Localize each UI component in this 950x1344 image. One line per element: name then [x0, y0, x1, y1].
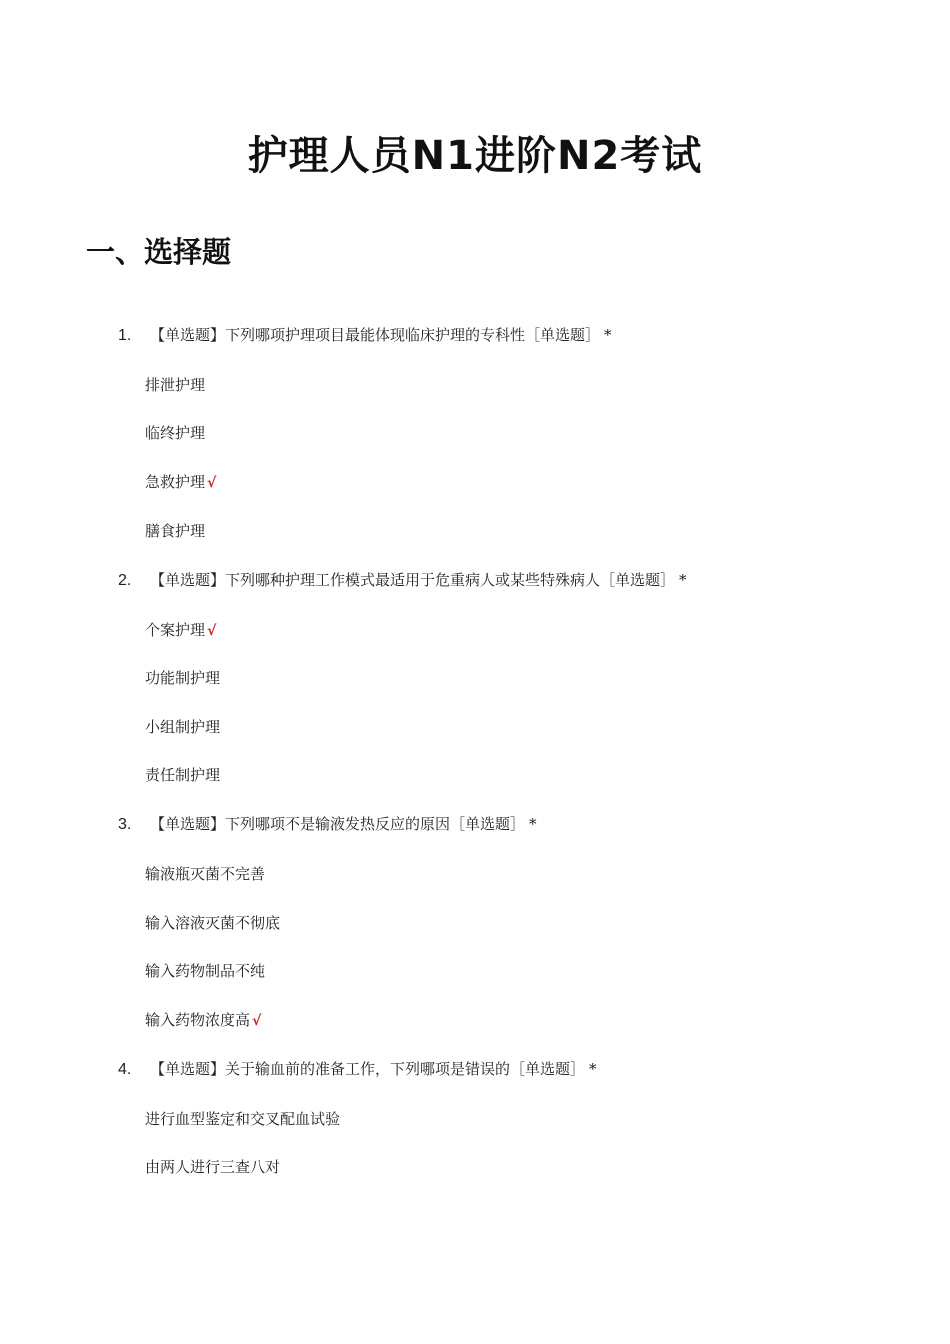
option-q3-d[interactable]	[145, 1009, 261, 1032]
option-label: 进行血型鉴定和交叉配血试验	[145, 1110, 341, 1128]
option-label: 输入溶液灭菌不彻底	[145, 914, 281, 932]
option-label: 输入药物浓度高	[145, 1011, 251, 1029]
question-1	[118, 324, 612, 347]
question-number: 3.	[118, 816, 132, 833]
question-text: 【单选题】下列哪项不是输液发热反应的原因［单选题］	[150, 815, 526, 833]
option-label: 排泄护理	[145, 376, 206, 394]
option-q1-b[interactable]	[145, 422, 205, 444]
option-q2-b[interactable]	[145, 667, 220, 689]
option-label: 功能制护理	[145, 669, 221, 687]
section-heading: 一、选择题	[86, 235, 232, 269]
question-2	[118, 569, 687, 592]
correct-check-icon: √	[252, 1013, 262, 1029]
question-number: 2.	[118, 572, 132, 589]
option-q1-c[interactable]	[145, 471, 216, 494]
question-text: 【单选题】下列哪种护理工作模式最适用于危重病人或某些特殊病人［单选题］	[150, 571, 676, 589]
option-label: 膳食护理	[145, 522, 206, 540]
option-label: 输液瓶灭菌不完善	[145, 865, 266, 883]
question-4	[118, 1058, 597, 1081]
option-q2-d[interactable]	[145, 764, 220, 786]
option-q1-d[interactable]	[145, 520, 205, 542]
required-mark: *	[604, 326, 612, 344]
question-number: 1.	[118, 327, 132, 344]
correct-check-icon: √	[207, 623, 217, 639]
required-mark: *	[589, 1060, 597, 1078]
required-mark: *	[679, 571, 687, 589]
option-q4-a[interactable]	[145, 1108, 340, 1130]
option-q2-c[interactable]	[145, 716, 220, 738]
option-q3-c[interactable]	[145, 960, 265, 982]
option-label: 责任制护理	[145, 766, 221, 784]
option-q2-a[interactable]	[145, 619, 216, 642]
option-label: 由两人进行三查八对	[145, 1158, 281, 1176]
option-label: 小组制护理	[145, 718, 221, 736]
option-label: 临终护理	[145, 424, 206, 442]
option-label: 个案护理	[145, 621, 206, 639]
option-q1-a[interactable]	[145, 374, 205, 396]
correct-check-icon: √	[207, 475, 217, 491]
option-q4-b[interactable]	[145, 1156, 280, 1178]
required-mark: *	[529, 815, 537, 833]
question-text: 【单选题】关于输血前的准备工作，下列哪项是错误的［单选题］	[150, 1060, 586, 1078]
option-q3-b[interactable]	[145, 912, 280, 934]
option-label: 输入药物制品不纯	[145, 962, 266, 980]
option-label: 急救护理	[145, 473, 206, 491]
page-title: 护理人员N1进阶N2考试	[247, 133, 703, 179]
question-3	[118, 813, 537, 836]
question-number: 4.	[118, 1061, 132, 1078]
option-q3-a[interactable]	[145, 863, 265, 885]
question-text: 【单选题】下列哪项护理项目最能体现临床护理的专科性［单选题］	[150, 326, 601, 344]
